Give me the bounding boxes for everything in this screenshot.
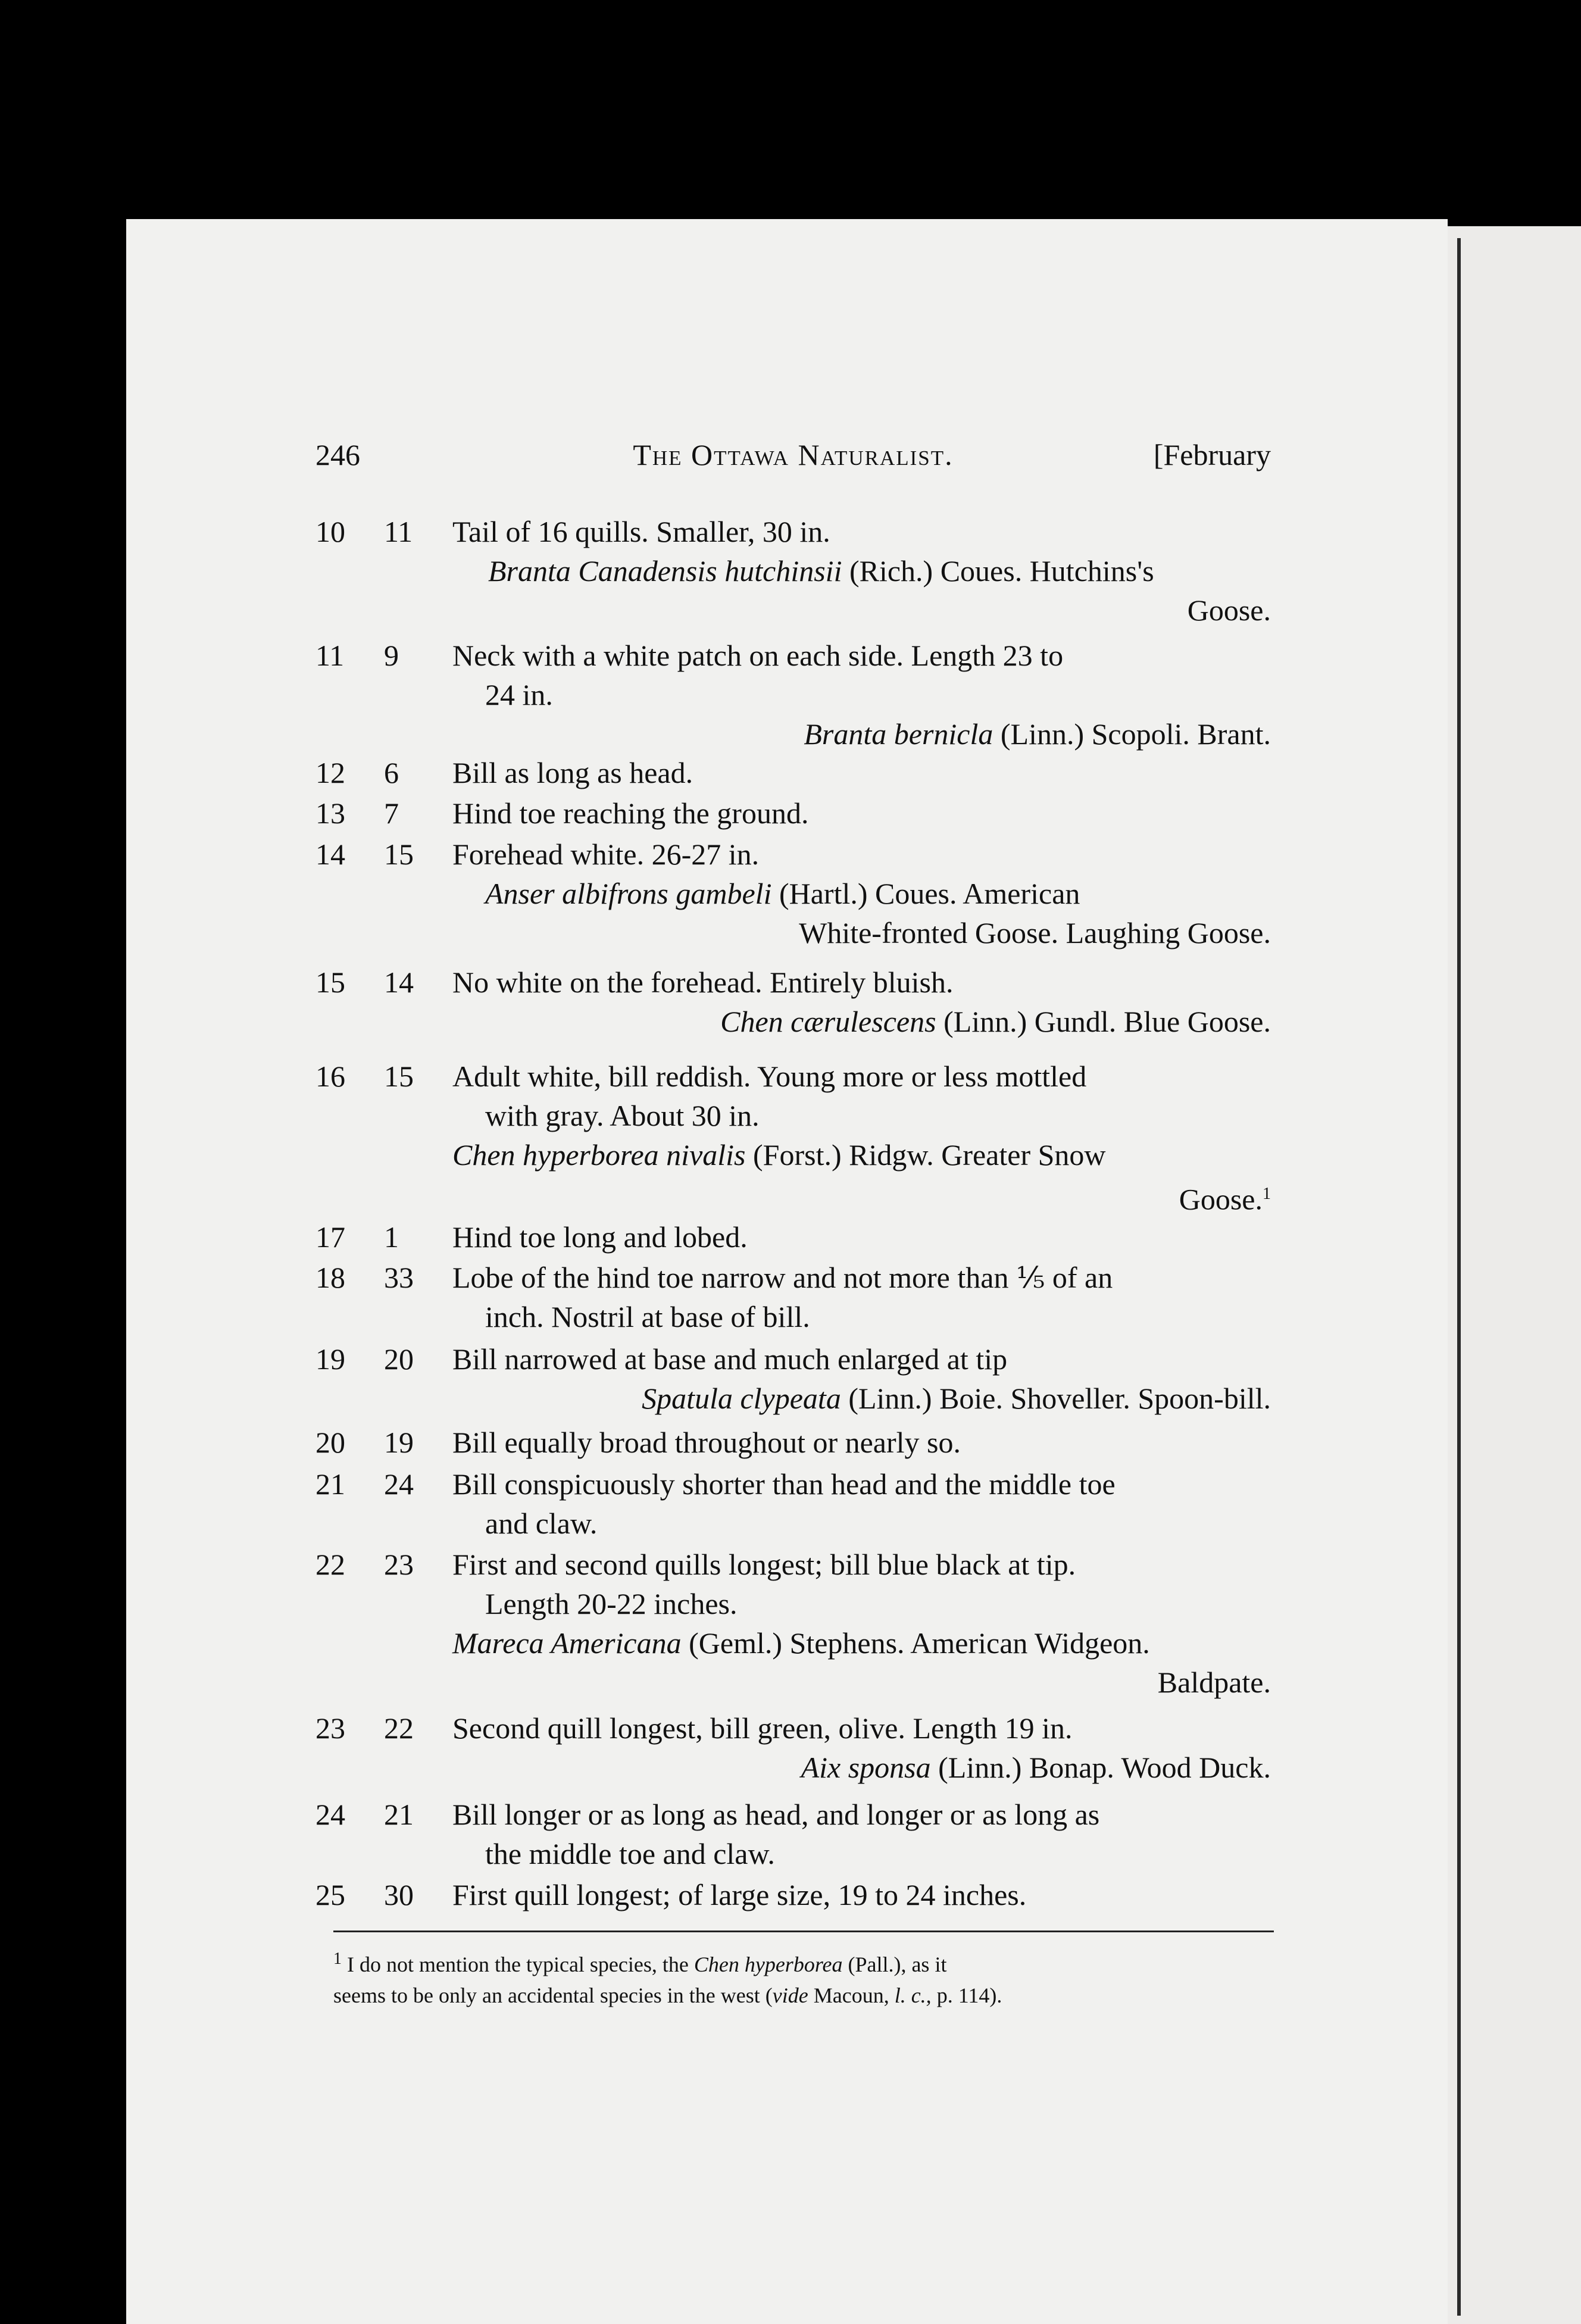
key-entry [315,835,1271,952]
entry-text: Bill equally broad throughout or nearly so. [452,1426,961,1459]
scientific-name: Branta bernicla [804,717,993,751]
authority: (Linn.) Bonap. Wood Duck. [938,1751,1271,1784]
key-reference: 14 [384,966,414,999]
scientific-name: Branta Canadensis hutchinsii [488,554,842,588]
key-entry [315,1217,1271,1257]
footnote-marker: 1 [1263,1185,1271,1203]
key-number: 10 [315,515,345,548]
entry-text: Hind toe long and lobed. [452,1220,748,1254]
footnote-vide: vide [772,1983,808,2007]
entry-text: Hind toe reaching the ground. [452,796,809,830]
entry-text-continued: with gray. About 30 in. [485,1099,760,1132]
common-name: White-fronted Goose. Laughing Goose. [799,916,1271,949]
entry-text-continued: the middle toe and claw. [485,1837,775,1870]
authority: (Hartl.) Coues. American [779,877,1080,910]
key-reference: 30 [384,1878,414,1911]
running-head [315,438,1271,479]
key-reference: 15 [384,838,414,871]
page-number: 246 [315,438,360,471]
key-entry [315,1057,1271,1219]
entry-text-continued: and claw. [485,1507,598,1540]
key-number: 17 [315,1220,345,1254]
key-number: 11 [315,639,345,672]
key-entry [315,1708,1271,1787]
footnote-text: I do not mention the typical species, the [347,1953,689,1976]
entry-text-continued: Length 20-22 inches. [485,1587,738,1620]
footnote-line [333,1944,1274,1980]
key-reference: 24 [384,1467,414,1501]
key-entry [315,794,1271,833]
book-spine [1457,238,1461,2316]
key-number: 23 [315,1711,345,1745]
key-entry [315,1423,1271,1462]
key-reference: 1 [384,1220,399,1254]
key-number: 21 [315,1467,345,1501]
key-reference: 6 [384,756,399,789]
facing-page-edge [1448,226,1581,2324]
species-line [452,1748,1271,1787]
key-reference: 22 [384,1711,414,1745]
key-entry [315,1464,1271,1543]
key-number: 18 [315,1261,345,1294]
entry-text: Lobe of the hind toe narrow and not more than ⅕ of an [452,1261,1113,1294]
entry-text: Bill as long as head. [452,756,693,789]
key-reference: 11 [384,515,413,548]
entry-text: Bill conspicuously shorter than head and the middle toe [452,1467,1116,1501]
entry-text-continued: 24 in. [485,678,553,711]
species-line [452,1002,1271,1041]
key-entry [315,1258,1271,1336]
species-line [452,874,1271,913]
entry-text: Adult white, bill reddish. Young more or less mottled [452,1060,1087,1093]
authority: (Linn.) Boie. Shoveller. Spoon-bill. [848,1382,1271,1415]
footnote-text: Macoun, [813,1983,889,2007]
key-number: 19 [315,1342,345,1376]
species-line [452,551,1271,591]
entry-text: Tail of 16 quills. Smaller, 30 in. [452,515,830,548]
common-name: Baldpate. [1157,1666,1271,1699]
species-line [452,714,1271,754]
footnote-text: (Pall.), as it [848,1953,947,1976]
key-entry [315,1339,1271,1418]
key-number: 25 [315,1878,345,1911]
key-number: 24 [315,1798,345,1831]
footnote-loc-cit: l. c., [894,1983,932,2007]
common-name: Goose. [1179,1182,1263,1216]
key-reference: 20 [384,1342,414,1376]
key-reference: 19 [384,1426,414,1459]
footnote-rule [333,1931,1274,1932]
footnote [333,1944,1274,2011]
entry-text: No white on the forehead. Entirely bluish. [452,966,954,999]
key-reference: 7 [384,796,399,830]
entry-text: First quill longest; of large size, 19 to 24 inches. [452,1878,1027,1911]
key-reference: 9 [384,639,399,672]
entry-text: Bill longer or as long as head, and longer or as long as [452,1798,1100,1831]
issue-month: [February [1153,438,1271,471]
key-entry [315,636,1271,754]
key-entry [315,1875,1271,1914]
key-entry [315,1545,1271,1702]
key-number: 12 [315,756,345,789]
authority: (Geml.) Stephens. American Widgeon. [689,1626,1150,1660]
entry-text: Bill narrowed at base and much enlarged at tip [452,1342,1008,1376]
key-entry [315,753,1271,792]
key-entry [315,1795,1271,1873]
key-number: 15 [315,966,345,999]
scientific-name: Chen hyperborea nivalis [452,1138,746,1172]
footnote-scientific-name: Chen hyperborea [693,1953,843,1976]
common-name-line [452,1175,1271,1219]
key-reference: 15 [384,1060,414,1093]
key-reference: 21 [384,1798,414,1831]
scientific-name: Mareca Americana [452,1626,682,1660]
authority: (Linn.) Scopoli. Brant. [1000,717,1271,751]
entry-text: First and second quills longest; bill blue black at tip. [452,1548,1076,1581]
journal-title: The Ottawa Naturalist. [633,438,954,471]
entry-text: Neck with a white patch on each side. Length 23 to [452,639,1064,672]
key-number: 13 [315,796,345,830]
key-entry [315,963,1271,1041]
key-number: 22 [315,1548,345,1581]
entry-text: Second quill longest, bill green, olive. Length 19 in. [452,1711,1073,1745]
species-line [452,1623,1271,1663]
species-line [452,1379,1271,1418]
scientific-name: Spatula clypeata [642,1382,841,1415]
key-reference: 23 [384,1548,414,1581]
entry-text-continued: inch. Nostril at base of bill. [485,1300,810,1333]
entry-text: Forehead white. 26-27 in. [452,838,760,871]
authority: (Rich.) Coues. Hutchins's [849,554,1154,588]
authority: (Forst.) Ridgw. Greater Snow [753,1138,1106,1172]
common-name: Goose. [1187,594,1271,627]
key-reference: 33 [384,1261,414,1294]
authority: (Linn.) Gundl. Blue Goose. [943,1005,1271,1038]
key-number: 16 [315,1060,345,1093]
species-line [452,1135,1271,1175]
key-entry [315,512,1271,630]
scientific-name: Chen cærulescens [720,1005,936,1038]
key-number: 14 [315,838,345,871]
scientific-name: Aix sponsa [801,1751,931,1784]
footnote-mark: 1 [333,1950,342,1968]
footnote-text: seems to be only an accidental species in the west ( [333,1983,773,2007]
footnote-line [333,1980,1274,2011]
key-number: 20 [315,1426,345,1459]
scientific-name: Anser albifrons gambeli [485,877,772,910]
footnote-text: p. 114). [936,1983,1002,2007]
